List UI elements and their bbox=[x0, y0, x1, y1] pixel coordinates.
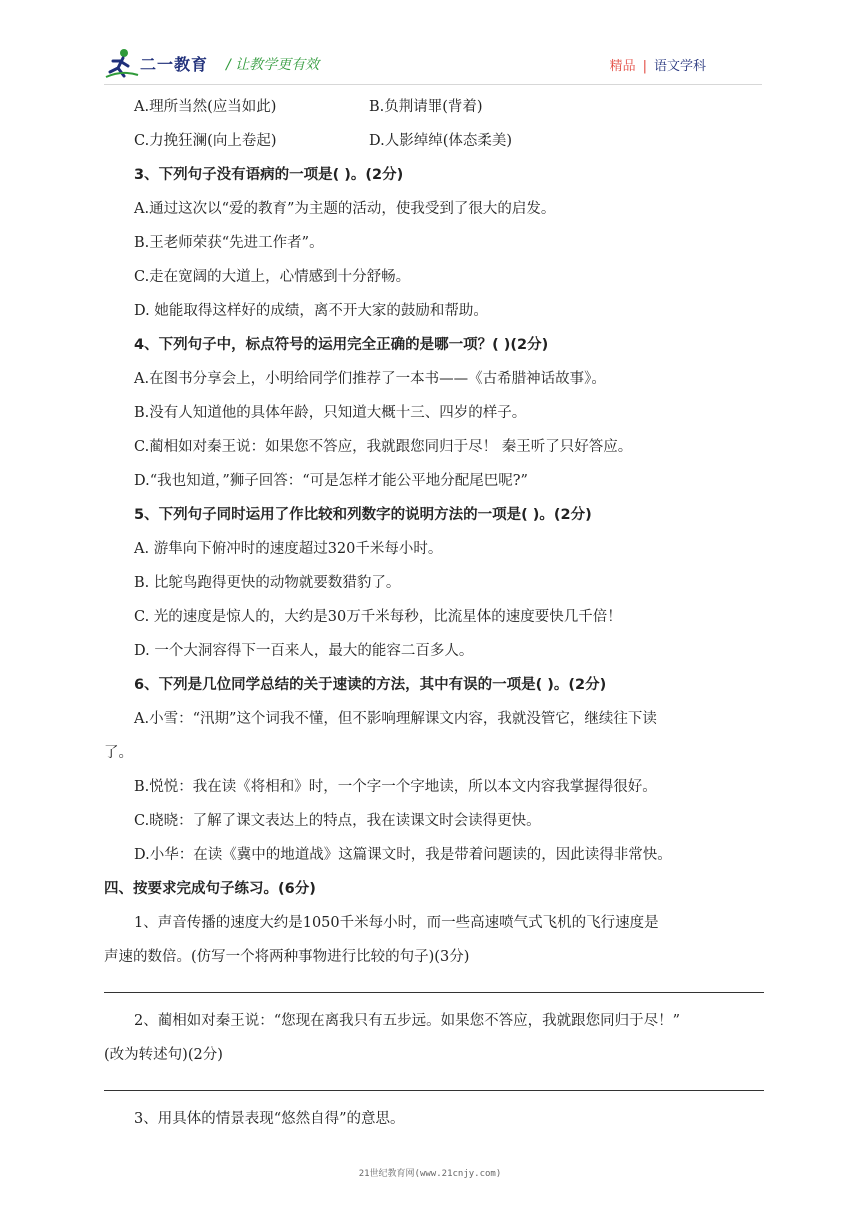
options-row-1 bbox=[104, 90, 764, 124]
option-b: B.负荆请罪(背着) bbox=[369, 99, 483, 115]
question-3-option-b: B.王老师荣获“先进工作者”。 bbox=[134, 235, 324, 251]
question-5-title: 5、下列句子同时运用了作比较和列数字的说明方法的一项是( )。(2分) bbox=[134, 507, 592, 523]
page-footer: 21世纪教育网(www.21cnjy.com) bbox=[358, 1169, 502, 1179]
question-6-option-c: C.晓晓：了解了课文表达上的特点，我在读课文时会读得更快。 bbox=[134, 813, 541, 829]
exercise-1-line-2: 声速的数倍。(仿写一个将两种事物进行比较的句子)(3分) bbox=[104, 949, 470, 965]
answer-line-1[interactable] bbox=[104, 974, 764, 1004]
question-3-option-a: A.通过这次以“爱的教育”为主题的活动，使我受到了很大的启发。 bbox=[134, 201, 556, 217]
question-4-title: 4、下列句子中，标点符号的运用完全正确的是哪一项？( )(2分) bbox=[134, 337, 549, 353]
logo-text: 二一教育 bbox=[140, 55, 209, 74]
options-row-2 bbox=[104, 124, 764, 158]
question-5-option-d: D. 一个大洞容得下一百来人，最大的能容二百多人。 bbox=[134, 643, 474, 659]
option-a: A.理所当然(应当如此) bbox=[134, 99, 277, 115]
option-d: D.人影绰绰(体态柔美) bbox=[369, 133, 513, 149]
answer-line-2[interactable] bbox=[104, 1072, 764, 1102]
question-5-option-c: C. 光的速度是惊人的，大约是30万千米每秒，比流星体的速度要快几千倍！ bbox=[134, 609, 622, 625]
question-3-title: 3、下列句子没有语病的一项是( )。(2分) bbox=[134, 167, 404, 183]
question-3-option-d: D. 她能取得这样好的成绩，离不开大家的鼓励和帮助。 bbox=[134, 303, 488, 319]
question-4-option-d: D.“我也知道，”狮子回答：“可是怎样才能公平地分配尾巴呢?” bbox=[134, 473, 528, 489]
runner-icon bbox=[104, 46, 140, 80]
question-6-option-a-line-2: 了。 bbox=[104, 745, 133, 761]
question-3-option-c: C.走在宽阔的大道上，心情感到十分舒畅。 bbox=[134, 269, 411, 285]
question-5-option-a: A. 游隼向下俯冲时的速度超过320千米每小时。 bbox=[134, 541, 443, 557]
question-4-option-a: A.在图书分享会上，小明给同学们推荐了一本书——《古希腊神话故事》。 bbox=[134, 371, 606, 387]
slogan: / 让教学更有效 bbox=[226, 57, 320, 73]
option-c: C.力挽狂澜(向上卷起) bbox=[134, 133, 277, 149]
quality-label: 精品 bbox=[609, 59, 636, 74]
question-4-option-c: C.蔺相如对秦王说：如果您不答应，我就跟您同归于尽！ 秦王听了只好答应。 bbox=[134, 439, 633, 455]
question-6-title: 6、下列是几位同学总结的关于速读的方法，其中有误的一项是( )。(2分) bbox=[134, 677, 607, 693]
tag-separator: | bbox=[642, 59, 647, 74]
question-6-option-b: B.悦悦：我在读《将相和》时，一个字一个字地读，所以本文内容我掌握得很好。 bbox=[134, 779, 657, 795]
question-6-option-d: D.小华：在读《冀中的地道战》这篇课文时，我是带着问题读的，因此读得非常快。 bbox=[134, 847, 672, 863]
exercise-2-line-1: 2、蔺相如对秦王说：“您现在离我只有五步远。如果您不答应，我就跟您同归于尽！” bbox=[134, 1013, 681, 1029]
section-4-title: 四、按要求完成句子练习。(6分) bbox=[104, 881, 316, 897]
subject-tag bbox=[610, 55, 706, 74]
document-body bbox=[104, 90, 764, 1136]
page-header bbox=[0, 0, 860, 92]
exercise-3: 3、用具体的情景表现“悠然自得”的意思。 bbox=[134, 1111, 405, 1127]
subject-label: 语文学科 bbox=[653, 59, 706, 74]
logo bbox=[104, 46, 222, 80]
exercise-2-line-2: (改为转述句)(2分) bbox=[104, 1047, 223, 1063]
header-divider bbox=[104, 84, 762, 85]
exercise-1-line-1: 1、声音传播的速度大约是1050千米每小时，而一些高速喷气式飞机的飞行速度是 bbox=[134, 915, 659, 931]
question-6-option-a-line-1: A.小雪：“汛期”这个词我不懂，但不影响理解课文内容，我就没管它，继续往下读 bbox=[134, 711, 657, 727]
question-4-option-b: B.没有人知道他的具体年龄，只知道大概十三、四岁的样子。 bbox=[134, 405, 527, 421]
question-5-option-b: B. 比鸵鸟跑得更快的动物就要数猎豹了。 bbox=[134, 575, 401, 591]
